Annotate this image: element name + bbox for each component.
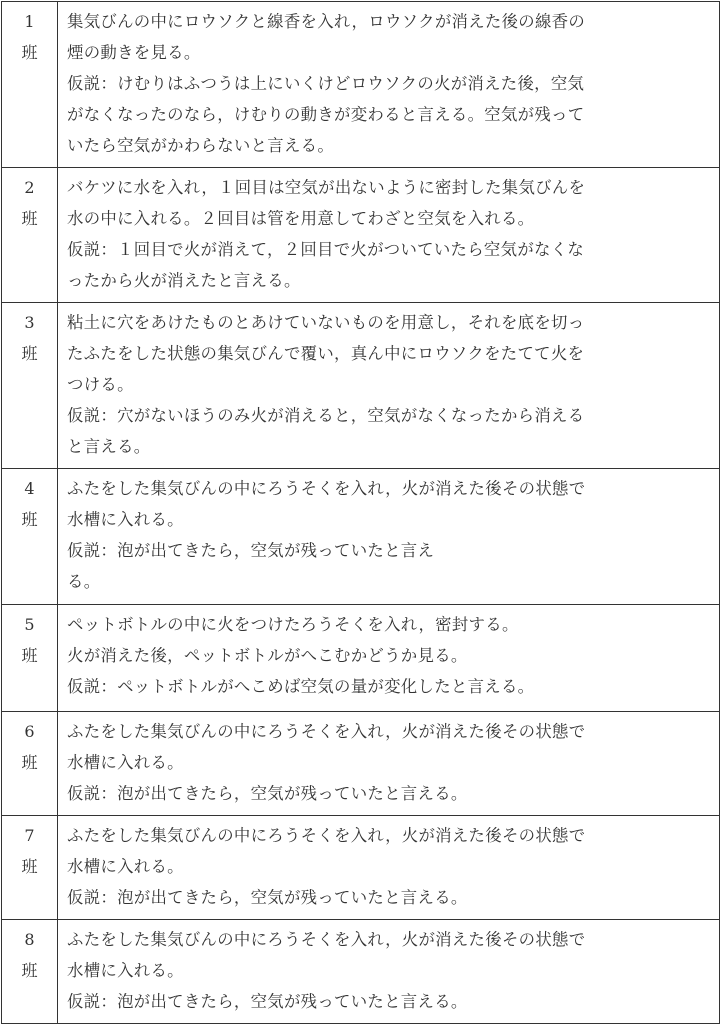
hypothesis-line: 仮説：泡が出てきたら，空気が残っていたと言える。 <box>67 888 468 907</box>
group-number: 8 <box>24 930 35 949</box>
group-number-cell <box>2 469 58 605</box>
description-line: 水槽に入れる。 <box>67 510 184 529</box>
description-line: 水槽に入れる。 <box>67 961 184 980</box>
group-number: 6 <box>24 722 35 741</box>
group-row-6 <box>2 712 720 816</box>
group-description-cell <box>58 712 720 816</box>
group-unit: 班 <box>21 209 38 228</box>
group-unit: 班 <box>21 43 38 62</box>
group-unit: 班 <box>21 857 38 876</box>
group-number: 7 <box>24 826 35 845</box>
group-number: 2 <box>24 178 35 197</box>
group-number: 5 <box>24 615 35 634</box>
group-row-3 <box>2 303 720 469</box>
hypothesis-line: と言える。 <box>67 437 151 456</box>
hypothesis-line: 仮説：けむりはふつうは上にいくけどロウソクの火が消えた後，空気 <box>67 74 585 93</box>
description-line: 粘土に穴をあけたものとあけていないものを用意し，それを底を切っ <box>67 313 585 332</box>
description-line: ふたをした集気びんの中にろうそくを入れ，火が消えた後その状態で <box>67 930 586 949</box>
group-number: 1 <box>24 12 35 31</box>
description-line: 集気びんの中にロウソクと線香を入れ，ロウソクが消えた後の線香の <box>67 12 586 31</box>
group-description-cell <box>58 469 720 605</box>
hypothesis-line: 仮説：ペットボトルがへこめば空気の量が変化したと言える。 <box>67 677 535 696</box>
description-line: ふたをした集気びんの中にろうそくを入れ，火が消えた後その状態で <box>67 826 586 845</box>
group-number-cell <box>2 920 58 1024</box>
group-number-cell <box>2 816 58 920</box>
description-line: たふたをした状態の集気びんで覆い，真ん中にロウソクをたてて火を <box>67 344 585 363</box>
description-line: ふたをした集気びんの中にろうそくを入れ，火が消えた後その状態で <box>67 479 586 498</box>
group-number-cell <box>2 2 58 168</box>
description-line: 火が消えた後，ペットボトルがへこむかどうか見る。 <box>67 646 468 665</box>
group-row-1 <box>2 2 720 168</box>
description-line: バケツに水を入れ，１回目は空気が出ないように密封した集気びんを <box>67 178 586 197</box>
group-unit: 班 <box>21 646 38 665</box>
hypothesis-line: いたら空気がかわらないと言える。 <box>67 136 335 155</box>
group-unit: 班 <box>21 510 38 529</box>
group-description-cell <box>58 303 720 469</box>
hypothesis-line: ったから火が消えたと言える。 <box>67 271 301 290</box>
description-line: 水槽に入れる。 <box>67 753 184 772</box>
group-row-7 <box>2 816 720 920</box>
group-row-5 <box>2 605 720 712</box>
group-description-cell <box>58 816 720 920</box>
description-line: ふたをした集気びんの中にろうそくを入れ，火が消えた後その状態で <box>67 722 586 741</box>
group-row-8 <box>2 920 720 1024</box>
group-row-4 <box>2 469 720 605</box>
hypothesis-line: 仮説：泡が出てきたら，空気が残っていたと言える。 <box>67 992 468 1011</box>
group-unit: 班 <box>21 753 38 772</box>
group-unit: 班 <box>21 344 38 363</box>
group-description-cell <box>58 2 720 168</box>
description-line: 水槽に入れる。 <box>67 857 184 876</box>
hypothesis-line: 仮説：泡が出てきたら，空気が残っていたと言え <box>67 541 435 560</box>
experiment-groups-table <box>1 1 720 1024</box>
group-number-cell <box>2 712 58 816</box>
hypothesis-line: 仮説：泡が出てきたら，空気が残っていたと言える。 <box>67 784 468 803</box>
description-line: 煙の動きを見る。 <box>67 43 201 62</box>
hypothesis-line: る。 <box>67 572 101 591</box>
group-number-cell <box>2 168 58 303</box>
description-line: 水の中に入れる。２回目は管を用意してわざと空気を入れる。 <box>67 209 535 228</box>
group-description-cell <box>58 605 720 712</box>
description-line: つける。 <box>67 375 134 394</box>
group-number-cell <box>2 303 58 469</box>
group-description-cell <box>58 920 720 1024</box>
description-line: ペットボトルの中に火をつけたろうそくを入れ，密封する。 <box>67 615 519 634</box>
group-row-2 <box>2 168 720 303</box>
hypothesis-line: 仮説：穴がないほうのみ火が消えると，空気がなくなったから消える <box>67 406 585 425</box>
group-number: 3 <box>24 313 35 332</box>
group-number: 4 <box>24 479 35 498</box>
group-unit: 班 <box>21 961 38 980</box>
hypothesis-line: がなくなったのなら，けむりの動きが変わると言える。空気が残って <box>67 105 585 124</box>
group-description-cell <box>58 168 720 303</box>
hypothesis-line: 仮説：１回目で火が消えて，２回目で火がついていたら空気がなくな <box>67 240 585 259</box>
group-number-cell <box>2 605 58 712</box>
